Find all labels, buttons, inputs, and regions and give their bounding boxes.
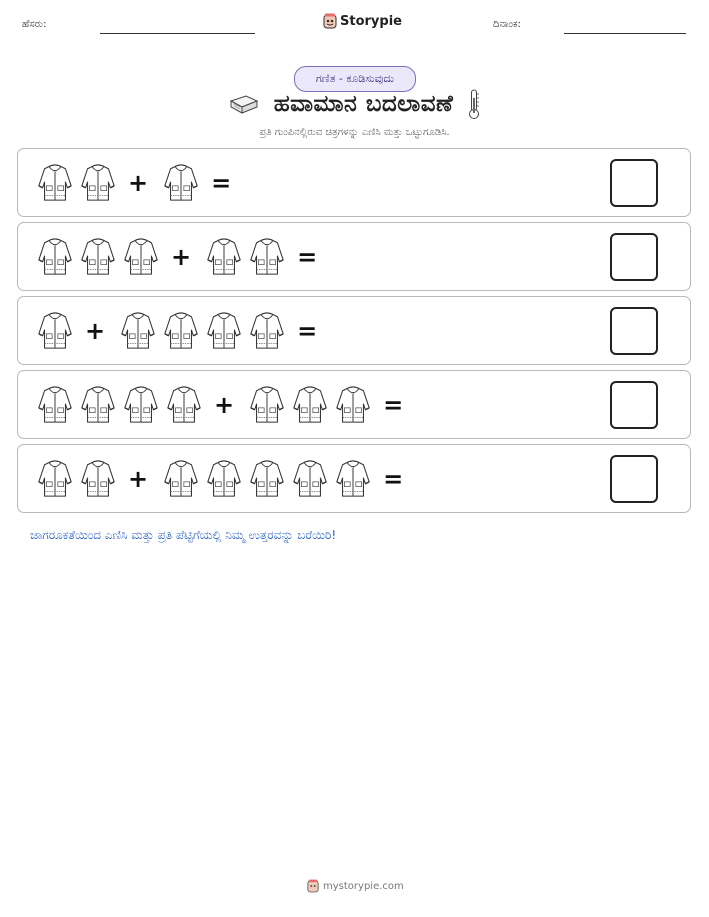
coat-icon bbox=[334, 385, 372, 425]
problem-card bbox=[17, 148, 691, 217]
brand-logo bbox=[323, 13, 402, 29]
coat-icon bbox=[36, 163, 74, 203]
coat-icon bbox=[36, 385, 74, 425]
equation bbox=[36, 149, 231, 216]
equation bbox=[36, 445, 403, 512]
coat-icon bbox=[248, 459, 286, 499]
coat-icon bbox=[205, 459, 243, 499]
plus-sign: + bbox=[171, 242, 192, 271]
equation bbox=[36, 223, 317, 290]
plus-sign: + bbox=[214, 390, 235, 419]
thermometer-icon bbox=[467, 88, 481, 120]
title-row bbox=[0, 88, 709, 120]
storypie-logo-icon bbox=[323, 13, 337, 29]
coat-icon bbox=[79, 459, 117, 499]
problem-card bbox=[17, 370, 691, 439]
site-url: mystorypie.com bbox=[323, 880, 404, 892]
coat-icon bbox=[79, 385, 117, 425]
equals-sign: = bbox=[297, 242, 318, 271]
coat-icon bbox=[36, 237, 74, 277]
coat-icon bbox=[205, 311, 243, 351]
coat-icon bbox=[119, 311, 157, 351]
problem-card bbox=[17, 444, 691, 513]
coat-icon bbox=[162, 163, 200, 203]
subject-badge: ಗಣಿತ - ಕೂಡಿಸುವುದು bbox=[294, 66, 416, 92]
answer-box[interactable] bbox=[610, 159, 658, 207]
name-line[interactable] bbox=[100, 33, 255, 34]
coat-icon bbox=[162, 311, 200, 351]
coat-icon bbox=[291, 459, 329, 499]
name-label: ಹೆಸರು: bbox=[22, 19, 47, 30]
brand-name: Storypie bbox=[340, 13, 402, 29]
problem-card bbox=[17, 296, 691, 365]
equals-sign: = bbox=[383, 464, 404, 493]
date-label: ದಿನಾಂಕ: bbox=[493, 19, 521, 30]
coat-icon bbox=[79, 163, 117, 203]
equals-sign: = bbox=[383, 390, 404, 419]
coat-icon bbox=[248, 385, 286, 425]
coat-icon bbox=[122, 385, 160, 425]
site-footer bbox=[307, 879, 404, 893]
instruction-text: ಪ್ರತಿ ಗುಂಪಿನಲ್ಲಿರುವ ಚಿತ್ರಗಳನ್ನು ಎಣಿಸಿ ಮತ್ತು ಒಟ್ಟುಗೂಡಿಸಿ. bbox=[259, 127, 450, 138]
coat-icon bbox=[248, 237, 286, 277]
book-icon bbox=[228, 93, 260, 115]
problem-card bbox=[17, 222, 691, 291]
coat-icon bbox=[162, 459, 200, 499]
coat-icon bbox=[36, 311, 74, 351]
coat-icon bbox=[165, 385, 203, 425]
equation bbox=[36, 371, 403, 438]
equation bbox=[36, 297, 317, 364]
equals-sign: = bbox=[211, 168, 232, 197]
page-title: ಹವಾಮಾನ ಬದಲಾವಣೆ bbox=[273, 91, 454, 117]
answer-box[interactable] bbox=[610, 233, 658, 281]
plus-sign: + bbox=[85, 316, 106, 345]
coat-icon bbox=[205, 237, 243, 277]
coat-icon bbox=[291, 385, 329, 425]
answer-box[interactable] bbox=[610, 307, 658, 355]
coat-icon bbox=[248, 311, 286, 351]
plus-sign: + bbox=[128, 464, 149, 493]
footer-instruction: ಜಾಗರೂಕತೆಯಿಂದ ಎಣಿಸಿ ಮತ್ತು ಪ್ರತಿ ಪೆಟ್ಟಿಗೆಯಲ್ಲಿ ನಿಮ್ಮ ಉತ್ತರವನ್ನು ಬರೆಯಿರಿ! bbox=[30, 528, 337, 542]
answer-box[interactable] bbox=[610, 381, 658, 429]
equals-sign: = bbox=[297, 316, 318, 345]
answer-box[interactable] bbox=[610, 455, 658, 503]
storypie-logo-icon bbox=[307, 879, 319, 893]
coat-icon bbox=[36, 459, 74, 499]
coat-icon bbox=[79, 237, 117, 277]
coat-icon bbox=[122, 237, 160, 277]
coat-icon bbox=[334, 459, 372, 499]
plus-sign: + bbox=[128, 168, 149, 197]
date-line[interactable] bbox=[564, 33, 686, 34]
